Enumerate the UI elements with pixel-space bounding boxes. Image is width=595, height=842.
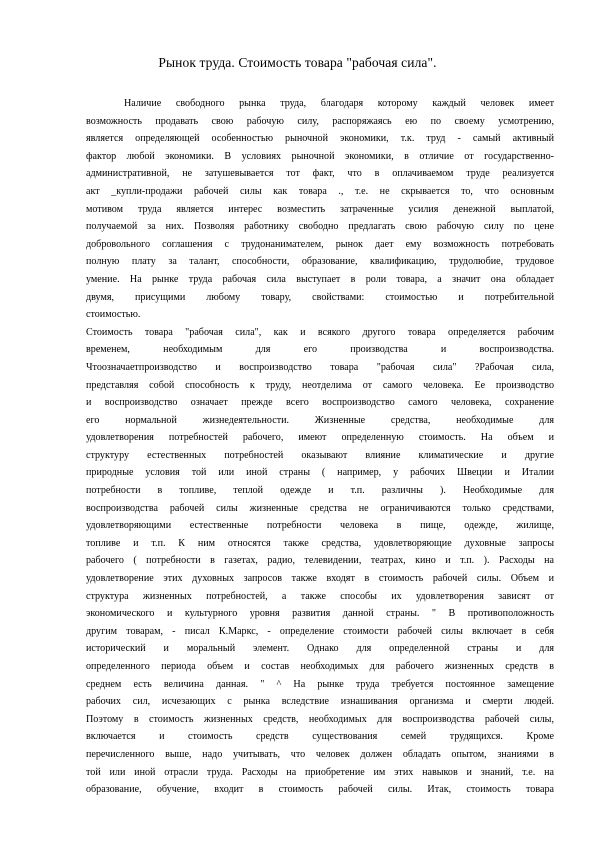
text-line: исторический и моральный элемент. Однако для определенной страны и для	[86, 643, 554, 655]
text-line: удовлетворяющими естественные потребности человека в пище, одежде, жилище,	[86, 520, 554, 532]
text-line: административной, не затушевывается тот факт, что в оплачиваемом труде реализуется	[86, 168, 554, 180]
text-line: его нормальной жизнедеятельности. Жизненные средства, необходимые для	[86, 414, 554, 426]
document-title: Рынок труда. Стоимость товара "рабочая сила".	[158, 55, 437, 70]
text-line: фактор любой экономики. В условиях рыночной экономики, в отличие от государственно-	[86, 150, 554, 162]
text-line: Чтоозначаетпроизводство и воспроизводство товара "рабочая сила" ?Рабочая сила,	[86, 361, 554, 373]
text-line: полную плату за талант, способности, образование, квалификацию, трудолюбие, трудовое	[86, 256, 554, 268]
text-line: включается и стоимость средств существования семей трудящихся. Кроме	[86, 731, 554, 743]
text-line: и воспроизводство означает прежде всего воспроизводство самого человека, сохранение	[86, 397, 554, 409]
text-line: той или иной отрасли труда. Расходы на приобретение им этих навыков и знаний, т.е. на	[86, 766, 554, 778]
text-line: потребности в топливе, теплой одежде и т.п. различны ). Необходимые для	[86, 485, 554, 497]
text-line: двумя, присущими любому товару, свойствами: стоимостью и потребительной	[86, 291, 554, 303]
text-line: является определяющей особенностью рыночной экономики, т.к. труд - самый активный	[86, 133, 554, 145]
text-line: удовлетворения потребностей рабочего, имеют определенную стоимость. На объем и	[86, 432, 554, 444]
text-line: Стоимость товара "рабочая сила", как и всякого другого товара определяется рабочим	[86, 326, 554, 338]
text-line: структура жизненных потребностей, а также способы их удовлетворения зависят от	[86, 590, 554, 602]
text-line: мотивом труда является интерес возместить затраченные усилия денежной выплатой,	[86, 203, 554, 215]
text-line: структуру естественных потребностей оказывают влияние климатические и другие	[86, 449, 554, 461]
text-line: получаемой за них. Позволяя работнику свободно предлагать свою рабочую силу по цене	[86, 221, 554, 233]
text-line: Наличие свободного рынка труда, благодаря которому каждый человек имеет	[124, 98, 554, 109]
text-line: Поэтому в стоимость жизненных средств, необходимых для воспроизводства рабочей силы,	[86, 713, 554, 725]
text-line: временем, необходимым для его производства и воспроизводства.	[86, 344, 554, 356]
text-line: экономического и культурного уровня развития данной страны. " В противоположность	[86, 608, 554, 620]
text-line: умение. На рынке труда рабочая сила выступает в роли товара, а значит она обладает	[86, 273, 554, 285]
text-line: удовлетворение этих духовных запросов также входят в стоимость рабочей силы. Объем и	[86, 573, 554, 585]
text-line: топливе и т.п. К ним относятся также средства, удовлетворяющие духовные запросы	[86, 537, 554, 549]
text-line: стоимостью.	[86, 309, 141, 321]
text-line: перечисленного выше, надо учитывать, что человек должен обладать опытом, знаниями в	[86, 748, 554, 760]
text-line: представляя собой способность к труду, неотделима от самого человека. Ее производство	[86, 379, 554, 391]
text-line: воспроизводства рабочей силы жизненные средства не ограничиваются только средствами,	[86, 502, 554, 514]
text-line: добровольного соглашения с трудонанимателем, рынок дает ему возможность потребовать	[86, 238, 554, 250]
text-line: другим товарам, - писал К.Маркс, - определение стоимости рабочей силы включает в себя	[86, 625, 554, 637]
text-line: образование, обучение, входит в стоимость рабочей силы. Итак, стоимость товара	[86, 784, 554, 796]
text-line: определенного периода объем и состав необходимых для рабочего жизненных средств в	[86, 661, 554, 672]
text-line: рабочего ( потребности в газетах, радио, телевидении, театрах, кино и т.п. ). Расходы на	[86, 555, 554, 567]
text-line: акт _купли-продажи рабочей силы как товара ., т.е. не скрывается то, что основным	[86, 185, 554, 197]
text-line: природные условия той или иной страны ( например, у рабочих Швеции и Италии	[86, 467, 554, 479]
document-body	[86, 95, 554, 799]
text-line: возможность продавать свою рабочую силу, распоряжаясь ею по своему усмотрению,	[86, 115, 554, 127]
text-line: рабочих сил, исчезающих с рынка вследствие изнашивания организма и смерти людей.	[86, 696, 554, 708]
text-line: среднем есть величина данная. " ^ На рынке труда требуется постоянное замещение	[86, 678, 554, 690]
